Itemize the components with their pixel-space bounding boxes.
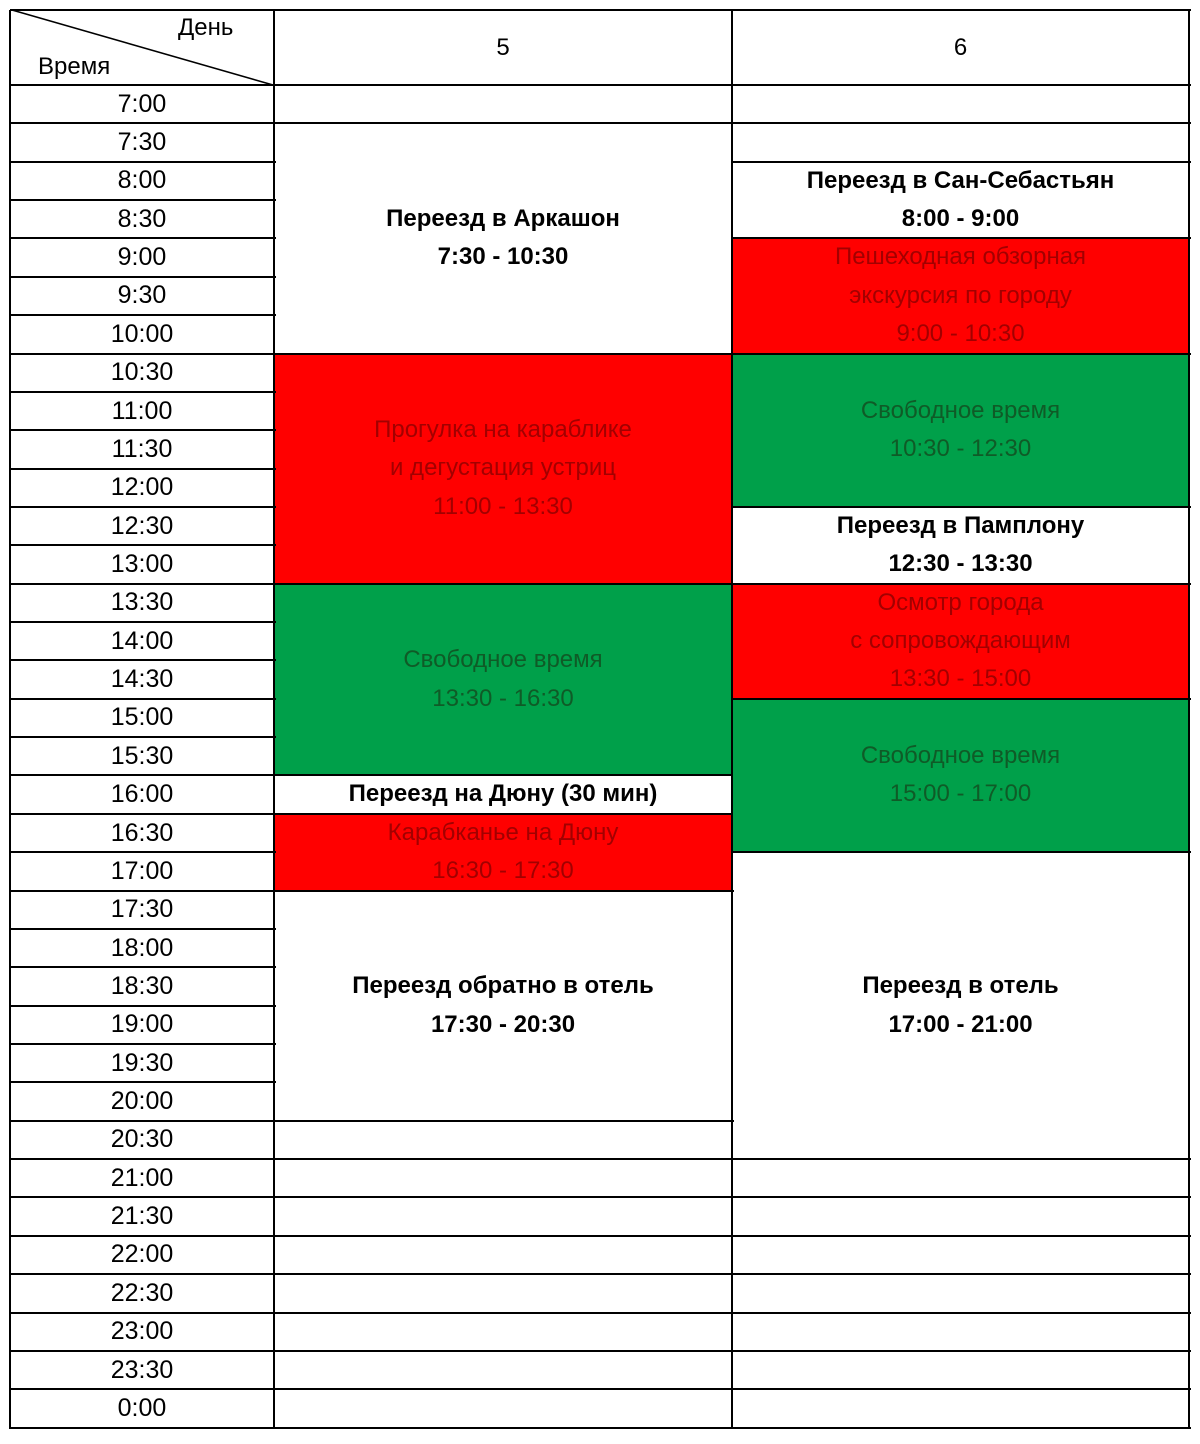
slot-border (732, 1196, 1191, 1198)
slot-border (274, 1350, 734, 1352)
row-border (10, 122, 276, 124)
row-border (10, 161, 276, 163)
event-block (274, 123, 732, 353)
event-text: и дегустация устриц (389, 454, 617, 482)
slot-border (274, 1312, 734, 1314)
event-text: 17:30 - 20:30 (430, 1010, 576, 1038)
event-text: Переезд в отель (862, 972, 1059, 1000)
row-border (10, 237, 276, 239)
event-block (732, 699, 1189, 852)
time-label: 14:30 (110, 665, 174, 694)
event-border (274, 813, 734, 815)
time-label: 17:00 (110, 856, 174, 885)
row-border (10, 1005, 276, 1007)
event-text: Пешеходная обзорная (834, 243, 1087, 271)
event-block (732, 584, 1189, 699)
slot-border (732, 1350, 1191, 1352)
row-border (10, 1312, 276, 1314)
event-block (274, 775, 732, 813)
time-label: 0:00 (117, 1393, 167, 1422)
event-text: экскурсия по городу (849, 281, 1072, 309)
event-text: 9:00 - 10:30 (896, 320, 1025, 348)
event-text: 12:30 - 13:30 (888, 550, 1033, 578)
time-label: 20:30 (110, 1125, 174, 1154)
row-border (10, 1350, 276, 1352)
table-bottom-border (10, 1427, 1191, 1429)
column-border (9, 10, 11, 1429)
time-label: 10:30 (110, 358, 174, 387)
time-label: 11:30 (111, 434, 173, 463)
time-label: 15:00 (110, 703, 174, 732)
row-border (10, 1196, 276, 1198)
day-header-label: День (178, 14, 234, 41)
time-label: 9:30 (117, 281, 167, 310)
row-border (10, 314, 276, 316)
row-border (10, 429, 276, 431)
row-border (10, 928, 276, 930)
day-header-5: 5 (496, 33, 510, 61)
slot-border (732, 1273, 1191, 1275)
slot-border (274, 1273, 734, 1275)
time-label: 17:30 (110, 895, 174, 924)
slot-border (274, 122, 734, 124)
slot-border (732, 161, 1191, 163)
event-block (732, 238, 1189, 353)
event-text: 8:00 - 9:00 (901, 205, 1020, 233)
event-text: 7:30 - 10:30 (437, 243, 569, 271)
header-bottom-border (10, 84, 1191, 86)
event-text: 16:30 - 17:30 (432, 857, 574, 885)
event-block (732, 162, 1189, 239)
row-border (10, 583, 276, 585)
event-border (732, 353, 1191, 355)
event-text: с сопровождающим (850, 627, 1071, 655)
row-border (10, 774, 276, 776)
row-border (10, 813, 276, 815)
event-block (732, 852, 1189, 1159)
event-border (732, 237, 1191, 239)
slot-border (274, 1235, 734, 1237)
time-header-label: Время (38, 53, 111, 80)
row-border (10, 851, 276, 853)
event-text: Свободное время (860, 396, 1061, 424)
slot-border (274, 1158, 734, 1160)
row-border (10, 890, 276, 892)
event-border (732, 506, 1191, 508)
table-top-border (10, 9, 1191, 11)
slot-border (274, 1196, 734, 1198)
row-border (10, 276, 276, 278)
day-header-6: 6 (953, 33, 968, 61)
time-label: 19:30 (110, 1048, 174, 1077)
row-border (10, 1081, 276, 1083)
event-block (274, 584, 732, 776)
slot-border (732, 1312, 1191, 1314)
time-label: 7:00 (117, 89, 167, 118)
event-text: 11:00 - 13:30 (433, 492, 573, 520)
time-label: 9:00 (117, 243, 167, 272)
time-label: 12:00 (110, 473, 174, 502)
row-border (10, 966, 276, 968)
time-label: 23:30 (110, 1355, 174, 1384)
event-text: Переезд в Памплону (836, 511, 1085, 539)
event-text: Карабканье на Дюну (387, 818, 619, 846)
time-label: 18:00 (110, 933, 174, 962)
time-label: 11:00 (111, 396, 173, 425)
column-border (1188, 10, 1190, 1429)
row-border (10, 659, 276, 661)
event-text: Свободное время (403, 646, 603, 674)
time-label: 14:00 (110, 626, 174, 655)
event-text: 10:30 - 12:30 (889, 435, 1032, 463)
time-label: 19:00 (110, 1010, 174, 1039)
time-label: 21:00 (110, 1163, 174, 1192)
event-text: Прогулка на караблике (374, 415, 632, 443)
slot-border (274, 1388, 734, 1390)
event-border (732, 698, 1191, 700)
event-block (274, 354, 732, 584)
time-label: 21:30 (110, 1202, 174, 1231)
time-label: 20:00 (110, 1087, 174, 1116)
column-border (731, 10, 733, 1429)
row-border (10, 736, 276, 738)
event-text: Переезд в Сан-Себастьян (806, 166, 1115, 194)
row-border (10, 621, 276, 623)
event-text: 15:00 - 17:00 (889, 780, 1032, 808)
row-border (10, 468, 276, 470)
time-label: 16:30 (110, 818, 174, 847)
row-border (10, 1158, 276, 1160)
event-border (274, 353, 734, 355)
event-border (274, 583, 734, 585)
event-block (732, 507, 1189, 584)
slot-border (274, 1120, 734, 1122)
event-border (732, 583, 1191, 585)
time-label: 13:30 (110, 588, 174, 617)
event-text: 13:30 - 16:30 (432, 684, 574, 712)
row-border (10, 1043, 276, 1045)
time-label: 15:30 (110, 741, 174, 770)
event-border (274, 774, 734, 776)
corner-diagonal (0, 0, 280, 90)
column-border (273, 10, 275, 1429)
event-block (732, 354, 1189, 507)
row-border (10, 506, 276, 508)
row-border (10, 544, 276, 546)
event-text: Переезд обратно в отель (352, 972, 654, 1000)
time-label: 12:30 (110, 511, 174, 540)
slot-border (732, 1158, 1191, 1160)
event-text: Переезд в Аркашон (386, 205, 620, 233)
row-border (10, 1235, 276, 1237)
time-label: 8:30 (117, 204, 167, 233)
row-border (10, 199, 276, 201)
time-label: 22:00 (110, 1240, 174, 1269)
time-label: 18:30 (110, 971, 174, 1000)
row-border (10, 391, 276, 393)
slot-border (732, 122, 1191, 124)
event-block (274, 814, 732, 891)
row-border (10, 1273, 276, 1275)
time-label: 8:00 (117, 166, 167, 195)
row-border (10, 698, 276, 700)
time-label: 16:00 (110, 780, 174, 809)
event-text: 13:30 - 15:00 (889, 665, 1032, 693)
row-border (10, 1388, 276, 1390)
time-label: 22:30 (110, 1278, 174, 1307)
slot-border (732, 1388, 1191, 1390)
time-label: 13:00 (110, 549, 174, 578)
event-text: Осмотр города (877, 588, 1044, 616)
slot-border (732, 1235, 1191, 1237)
row-border (10, 353, 276, 355)
event-border (274, 890, 734, 892)
event-block (274, 891, 732, 1121)
event-text: Свободное время (860, 742, 1061, 770)
time-label: 23:00 (110, 1317, 174, 1346)
event-text: Переезд на Дюну (30 мин) (348, 780, 658, 808)
row-border (10, 1120, 276, 1122)
event-border (732, 851, 1191, 853)
time-label: 10:00 (110, 319, 174, 348)
time-label: 7:30 (117, 128, 167, 157)
event-text: 17:00 - 21:00 (888, 1010, 1033, 1038)
